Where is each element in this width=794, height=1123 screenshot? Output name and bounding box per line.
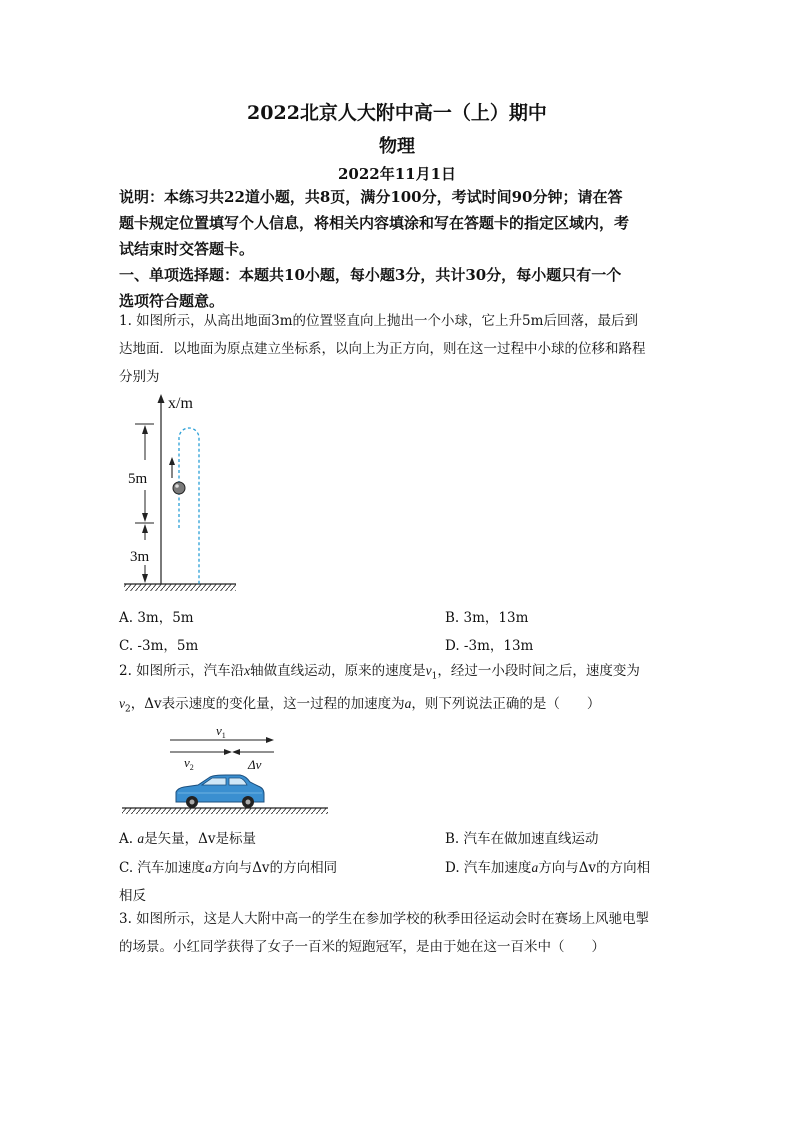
q3-line-1: 3. 如图所示，这是人大附中高一的学生在参加学校的秋季田径运动会时在赛场上风驰电掣 — [119, 911, 650, 927]
q2-option-d-continued: 相反 — [119, 888, 146, 904]
page-title: 2022北京人大附中高一（上）期中 — [247, 102, 547, 124]
q2-option-d: D. 汽车加速度a方向与Δv的方向相 — [445, 860, 651, 876]
q2-option-a: A. a是矢量，Δv是标量 — [119, 831, 256, 847]
exam-date: 2022年11月1日 — [337, 165, 457, 183]
section-heading-line-2: 选项符合题意。 — [119, 292, 225, 310]
q2-figure — [118, 722, 333, 818]
q2-ground-hatch — [122, 808, 328, 814]
q1-line-2: 达地面．以地面为原点建立坐标系，以向上为正方向，则在这一过程中小球的位移和路程 — [119, 341, 646, 357]
ground-hatch — [124, 584, 236, 591]
instructions-line-2: 题卡规定位置填写个人信息，将相关内容填涂和写在答题卡的指定区域内，考 — [119, 214, 630, 232]
instructions-line-1: 说明：本练习共22道小题，共8页，满分100分，考试时间90分钟；请在答 — [119, 188, 623, 206]
v1-label: $v_1$ — [216, 723, 226, 740]
q1-option-b: B. 3m，13m — [445, 610, 529, 626]
dv-label: Δv — [248, 757, 262, 772]
axis-label: x/m — [168, 395, 193, 412]
q3-line-2: 的场景。小红同学获得了女子一百米的短跑冠军，是由于她在这一百米中（ ） — [119, 939, 605, 955]
label-3m: 3m — [130, 549, 150, 565]
ball — [173, 482, 185, 494]
trajectory-dashed-path — [179, 428, 199, 584]
v2-label: $v_2$ — [184, 755, 194, 772]
q1-line-3: 分别为 — [119, 369, 160, 385]
q2-line-2: $v_2$，Δv表示速度的变化量，这一过程的加速度为a，则下列说法正确的是（ ） — [119, 696, 601, 715]
label-5m: 5m — [128, 471, 148, 487]
q1-line-1: 1. 如图所示，从高出地面3m的位置竖直向上抛出一个小球，它上升5m后回落，最后到 — [119, 313, 638, 329]
instructions-line-3: 试结束时交答题卡。 — [119, 240, 255, 258]
section-heading-line-1: 一、单项选择题：本题共10小题，每小题3分，共计30分，每小题只有一个 — [119, 266, 622, 284]
q1-option-c: C. -3m，5m — [119, 638, 199, 654]
q1-figure — [118, 390, 248, 598]
q1-option-a: A. 3m，5m — [119, 610, 194, 626]
car-icon — [176, 775, 264, 808]
q1-option-d: D. -3m，13m — [445, 638, 534, 654]
x-axis-arrow — [158, 394, 165, 403]
q2-line-1: 2. 如图所示，汽车沿x轴做直线运动，原来的速度是$v_1$，经过一小段时间之后，速度变为 — [119, 663, 640, 682]
subject-title: 物理 — [379, 136, 415, 157]
q2-option-c: C. 汽车加速度a方向与Δv的方向相同 — [119, 860, 338, 876]
q2-option-b: B. 汽车在做加速直线运动 — [445, 831, 599, 847]
